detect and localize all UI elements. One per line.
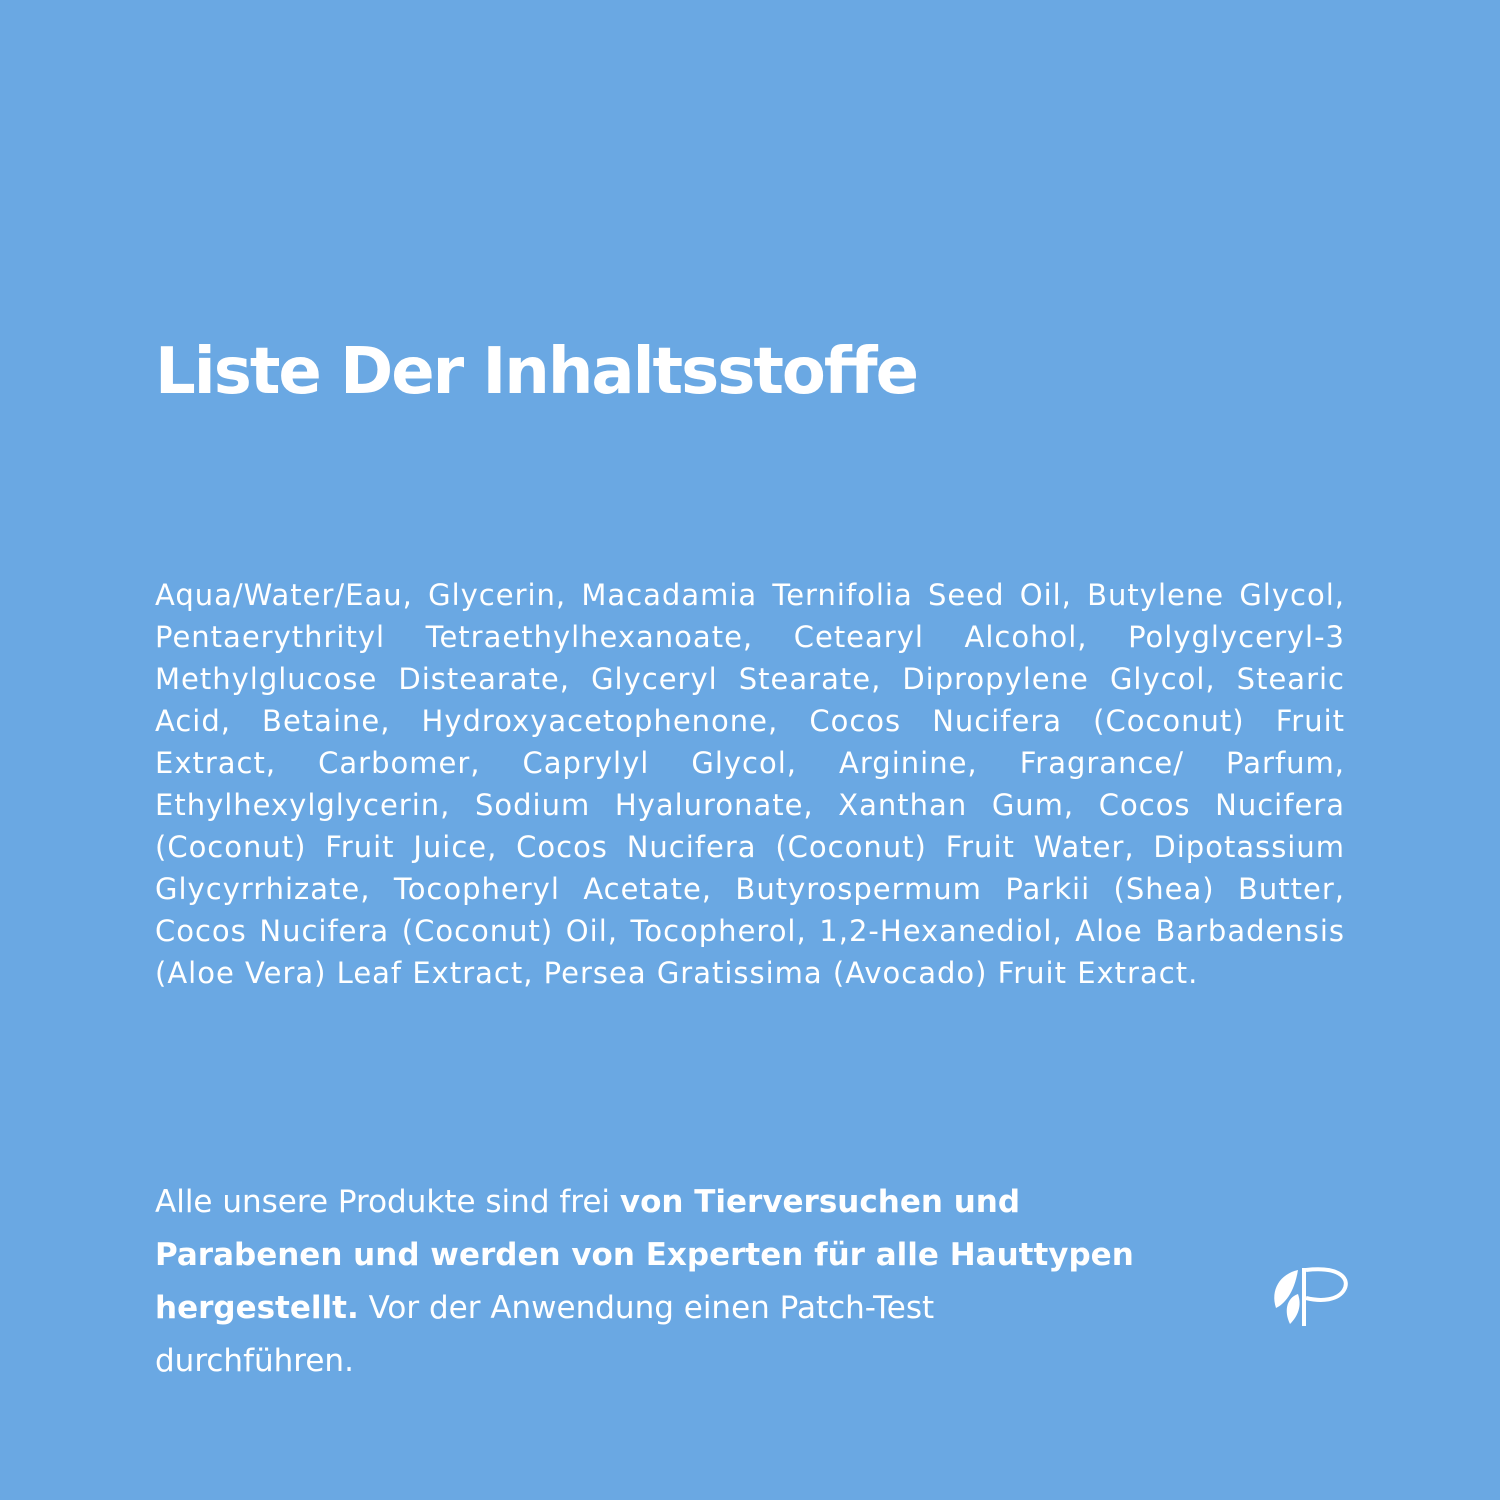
page-title: Liste Der Inhaltsstoffe (155, 335, 917, 409)
leaf-p-monogram-icon (1262, 1250, 1352, 1330)
ingredient-list: Aqua/Water/Eau, Glycerin, Macadamia Ternifolia Seed Oil, Butylene Glycol, Pentaerythrityl Tetraethylhexanoate, Cetearyl Alcohol, Polyglyceryl-3 Methylglucose Distearate, Glyceryl Stearate, Dipropylene Glycol, Stearic Acid, Betaine, Hydroxyacetophenone, Cocos Nucifera (Coconut) Fruit Extract, Carbomer, Caprylyl Glycol, Arginine, Fragrance/ Parfum, Ethylhexylglycerin, Sodium Hyaluronate, Xanthan Gum, Cocos Nucifera (Coconut) Fruit Juice, Cocos Nucifera (Coconut) Fruit Water, Dipotassium Glycyrrhizate, Tocopheryl Acetate, Butyrospermum Parkii (Shea) Butter, Cocos Nucifera (Coconut) Oil, Tocopherol, 1,2-Hexanediol, Aloe Barbadensis (Aloe Vera) Leaf Extract, Persea Gratissima (Avocado) Fruit Extract. (155, 578, 1345, 990)
claim-highlight: von Tierversuchen und Parabenen und werden von Experten für alle Hauttypen hergestellt. (155, 1184, 1134, 1326)
product-claim-text (155, 1176, 1135, 1388)
claim-intro: Alle unsere Produkte sind frei (155, 1184, 620, 1220)
claim-outro: Vor der Anwendung einen Patch-Test durchführen. (155, 1290, 935, 1379)
